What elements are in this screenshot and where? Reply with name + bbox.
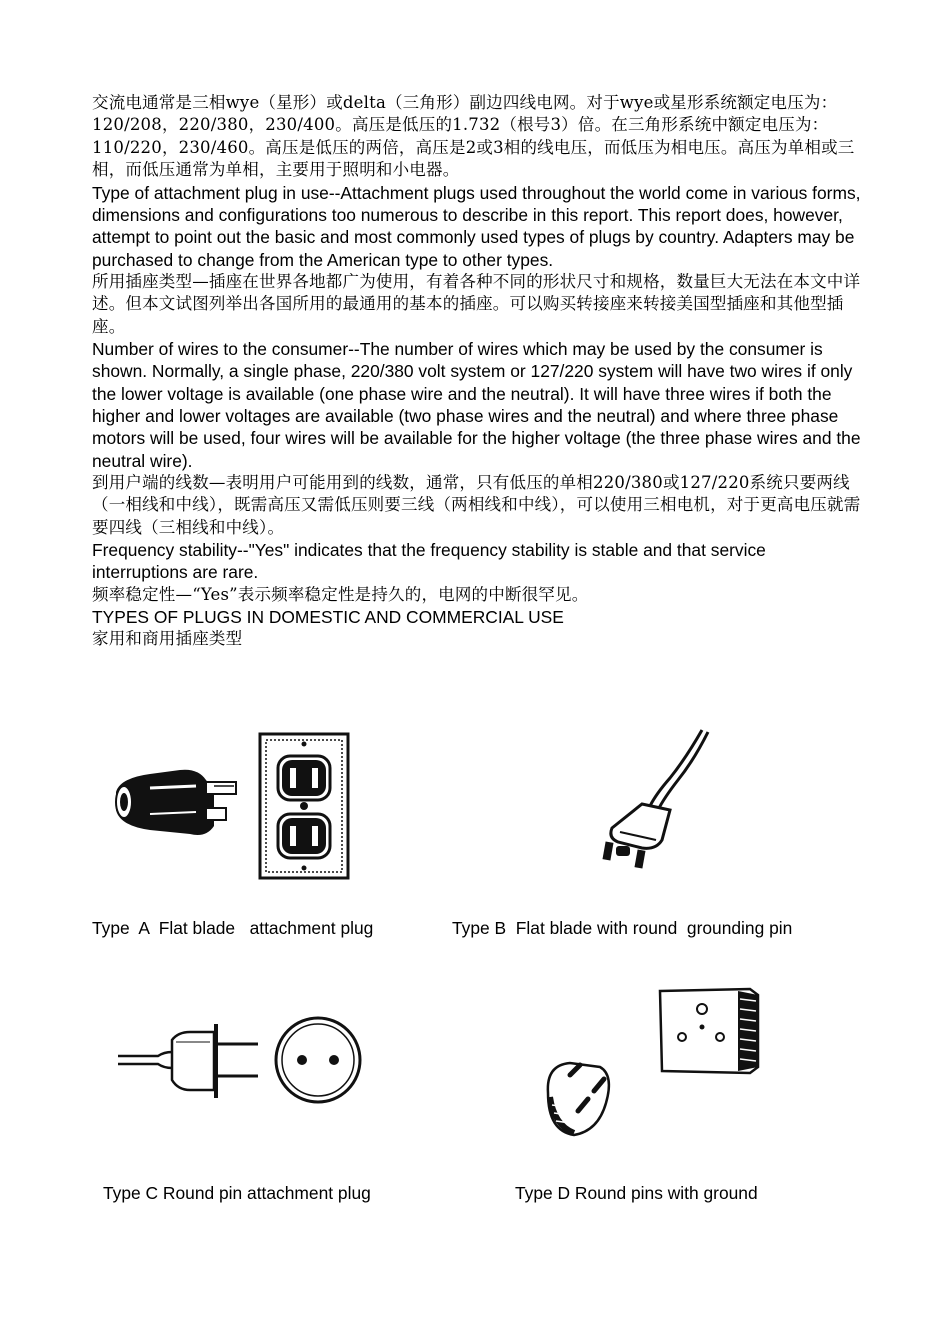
type-d-caption: Type D Round pins with ground: [515, 1183, 758, 1203]
paragraph-frequency-zh: 频率稳定性—“Yes”表示频率稳定性是持久的，电网的中断很罕见。: [92, 584, 589, 604]
section-heading-zh: 家用和商用插座类型: [92, 629, 243, 649]
type-c-plug-icon: [118, 1024, 258, 1098]
type-c-socket-icon: [276, 1018, 360, 1102]
type-b-plug-illustration: [590, 728, 715, 873]
type-a-plug-icon: [116, 770, 236, 835]
type-b-figure: [590, 728, 715, 873]
type-c-figure: [118, 1010, 368, 1120]
paragraph-wires-en: Number of wires to the consumer--The number of wires which may be used by the consumer is shown. Normally, a single phase, 220/380 volt system or 127/220 system will have two wires if only the lower voltage is available (one phase wire and the neutral). It will have three wires if both the higher and lower voltages are available (two phase wires and the neutral) and where three phase motors will be used, four wires will be available for the higher voltage (the three phase wires and the neutral wire).: [92, 339, 861, 471]
type-d-socket-icon: [660, 989, 758, 1073]
type-b-plug-icon: [602, 730, 708, 869]
type-a-caption: Type A Flat blade attachment plug: [92, 918, 374, 938]
paragraph-frequency-en: Frequency stability--"Yes" indicates that the frequency stability is stable and that service interruptions are rare.: [92, 540, 766, 583]
paragraph-voltage-zh: 交流电通常是三相wye（星形）或delta（三角形）副边四线电网。对于wye或星形系统额定电压为：120/208，220/380，230/400。高压是低压的1.732（根号3）倍。在三角形系统中额定电压为：110/220，230/460。高压是低压的两倍，高压是2或3相的线电压，而低压为相电压。高压为单相或三相，而低压通常为单相，主要用于照明和小电器。: [92, 93, 855, 180]
type-d-plug-and-socket-illustration: [540, 985, 765, 1140]
type-a-figure: [110, 730, 355, 880]
type-d-plug-icon: [548, 1063, 609, 1135]
body-text: [92, 92, 862, 651]
type-c-plug-and-socket-illustration: [118, 1010, 368, 1120]
type-b-caption: Type B Flat blade with round grounding pin: [452, 918, 793, 938]
paragraph-plug-type-en: Type of attachment plug in use--Attachment plugs used throughout the world come in various forms, dimensions and configurations too numerous to describe in this report. This report does, however, attempt to point out the basic and most commonly used types of plugs by country. Adapters may be purchased to change from the American type to other types.: [92, 182, 861, 270]
section-heading-en: TYPES OF PLUGS IN DOMESTIC AND COMMERCIAL USE: [92, 607, 564, 628]
paragraph-plug-type-zh: 所用插座类型—插座在世界各地都广为使用，有着各种不同的形状尺寸和规格，数量巨大无法在本文中详述。但本文试图列举出各国所用的最通用的基本的插座。可以购买转接座来转接美国型插座和其他型插座。: [92, 271, 861, 336]
paragraph-wires-zh: 到用户端的线数—表明用户可能用到的线数，通常，只有低压的单相220/380或127/220系统只要两线（一相线和中线），既需高压又需低压则要三线（两相线和中线），可以使用三相电机，对于更高电压就需要四线（三相线和中线）。: [92, 472, 861, 537]
type-a-plug-and-outlet-illustration: [110, 730, 355, 880]
type-c-caption: Type C Round pin attachment plug: [103, 1183, 371, 1203]
type-a-outlet-icon: [260, 734, 348, 878]
type-d-figure: [540, 985, 765, 1140]
